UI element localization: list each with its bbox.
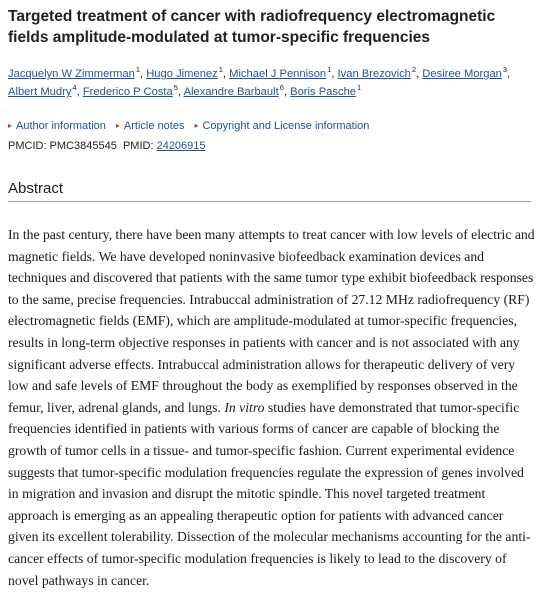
article-info-links bbox=[8, 118, 532, 135]
copyright-license-link[interactable]: ▸ Copyright and License information bbox=[194, 120, 370, 132]
section-divider bbox=[8, 201, 531, 202]
pmid-link[interactable]: 24206915 bbox=[156, 140, 206, 152]
triangle-right-icon: ▸ bbox=[194, 121, 199, 130]
abstract-text-part-1: In the past century, there have been many attempts to treat cancer with low levels of electric and magnetic fields. We have developed noninvasive biofeedback examination devices and techniques and discovered that patients with the same tumor type exhibit biofeedback responses to the same, precise frequencies. Intrabuccal administration of 27.12 MHz radiofrequency (RF) electromagnetic fields (EMF), which are amplitude-modulated at tumor-specific frequencies, results in long-term objective responses in patients with cancer and is not associated with any significant adverse effects. Intrabuccal administration allows for therapeutic delivery of very low and safe levels of EMF throughout the body as exemplified by responses observed in the femur, liver, adrenal glands, and lungs. bbox=[8, 227, 535, 415]
abstract-text bbox=[8, 224, 536, 591]
affiliation-number: 3 bbox=[502, 65, 508, 75]
pmid-label: PMID: bbox=[122, 140, 154, 152]
abstract-heading: Abstract bbox=[8, 180, 64, 197]
author-link[interactable]: Hugo Jimenez bbox=[146, 68, 218, 80]
affiliation-number: 5 bbox=[173, 83, 178, 93]
author-link[interactable]: Frederico P Costa bbox=[82, 86, 173, 98]
author-link[interactable]: Jacquelyn W Zimmerman bbox=[8, 68, 135, 80]
affiliation-number: 2 bbox=[411, 65, 417, 75]
triangle-right-icon: ▸ bbox=[8, 121, 13, 130]
author-link[interactable]: Desiree Morgan bbox=[422, 68, 502, 80]
abstract-text-part-2: studies have demonstrated that tumor-specific frequencies identified in patients with various forms of cancer are capable of blocking the growth of tumor cells in a tissue- and tumor-specific fashion. Current experimental evidence suggests that tumor-specific modulation frequencies regulate the expression of genes involved in migration and invasion and disrupt the mitotic spindle. This novel targeted treatment approach is emerging as an appealing therapeutic option for patients with advanced cancer given its excellent tolerability. Dissection of the molecular mechanisms accounting for the anti-cancer effects of tumor-specific modulation frequencies is likely to lead to the discovery of novel pathways in cancer. bbox=[8, 399, 531, 588]
article-title: Targeted treatment of cancer with radiofrequency electromagnetic fields amplitude-modulated at tumor-specific frequencies bbox=[8, 8, 496, 46]
pmcid-label: PMCID: PMC3845545 bbox=[8, 140, 117, 152]
author-information-link[interactable]: ▸ Author information bbox=[8, 120, 106, 132]
italic-term: In vitro bbox=[224, 399, 265, 415]
author-link[interactable]: Boris Pasche bbox=[290, 86, 357, 98]
author-link[interactable]: Ivan Brezovich bbox=[337, 68, 411, 80]
author-link[interactable]: Albert Mudry bbox=[8, 86, 72, 98]
affiliation-number: 4 bbox=[72, 83, 77, 93]
affiliation-number: 1 bbox=[327, 65, 332, 75]
author-list: Jacquelyn W Zimmerman$^1$, Hugo Jimenez$^1$, Michael J Pennison$^1$, Ivan Brezovich$^2$, Desiree Morgan$^3$, Albert Mudry$^4$, Frederico P Costa$^5$, Alexandre Barbault$^6$, Boris Pasche$^1$ bbox=[8, 65, 511, 98]
article-notes-link[interactable]: ▸ Article notes bbox=[115, 120, 185, 132]
affiliation-number: 6 bbox=[279, 83, 284, 93]
affiliation-number: 1 bbox=[135, 65, 140, 75]
article-identifiers bbox=[8, 138, 532, 154]
affiliation-number: 1 bbox=[357, 83, 362, 93]
author-link[interactable]: Michael J Pennison bbox=[229, 68, 327, 80]
author-link[interactable]: Alexandre Barbault bbox=[183, 86, 279, 98]
triangle-right-icon: ▸ bbox=[115, 121, 120, 130]
affiliation-number: 1 bbox=[218, 65, 223, 75]
